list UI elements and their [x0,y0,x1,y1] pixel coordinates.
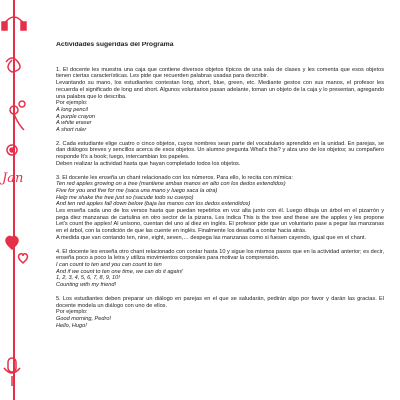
chant-line: 1, 2, 3, 4, 5, 6, 7, 8, 9, 10! [56,275,120,282]
activity-2 [56,141,384,168]
activity-3 [56,175,384,242]
flower-icon [7,145,17,155]
activity-text: Por ejemplo: [56,309,88,316]
activity-text: 4. El docente les enseña otro chant relacionado con contar hasta 10 y sigue los mismos pasos que en la actividad anterior; es decir, enseña poco a poco la letra y utiliza movimientos corporales para motivar la comprensión. [56,248,384,262]
example-line: A white eraser [56,120,92,127]
example-line: Good morning, Pedro! [56,315,112,322]
example-line: Hello, Hugo! [56,322,87,329]
border-art [0,0,48,400]
chant-line: I can count to ten and you can count to ten [56,261,162,268]
chant-line: And if we count to ten one time, we can do it again! [56,268,183,275]
hearts-icon [6,236,28,263]
document-page [56,42,384,400]
border-script-label: Jan [2,171,24,186]
activity-text: Levantando su mano, los estudiantes contestan long, short, blue, green, etc. Mediante gestos con sus manos, el profesor les recuerda el significado de long and short. Algunos voluntarios pasan adelante, toman un objeto de la caja y lo presentan, agregando una palabra que lo describa. [56,80,384,100]
activity-1 [56,67,384,134]
chant-line: And ten red apples fall down below (baja las manos con los dedos extendidos) [56,201,251,208]
headphones-icon [2,17,26,30]
chant-line: Ten red apples growing on a tree (mantiene ambas manos en alto con los dedos extendidos) [56,181,286,188]
example-line: A purple crayon [56,113,95,120]
chant-line: Five for you and five for me (saca una mano y luego saca la otra) [56,187,218,194]
blossom-icon [10,101,25,130]
swirl-icon [6,58,20,72]
activity-text: Deben realizar la actividad hasta que hayan completado todos los objetos. [56,160,241,167]
activity-text: 1. El docente les muestra una caja que contiene diversos objetos típicos de una sala de clases y les comenta que esos objetos tienen ciertas características. Les pide que recuerden palabras usadas para describir. [56,66,384,80]
activity-4 [56,249,384,289]
chant-line: Counting with my friend! [56,282,117,289]
microphone-icon [4,358,20,386]
activity-text: A medida que van contando ten, nine, eight, seven,… despega las manzanas como si fuesen cayendo, igual que en el chant. [56,234,367,241]
page-title: Actividades sugeridas del Programa [56,42,174,48]
activity-text: 3. El docente les enseña un chant relacionado con los números. Para ello, lo recita con mímica: [56,174,293,181]
example-line: A long pencil [56,106,88,113]
activity-text: 2. Cada estudiante elige cuatro o cinco objetos, cuyos nombres sean parte del vocabulario aprendido en la unidad. En parejas, se dan diálogos breves y sencillos acerca de esos objetos. Un alumno pregunta What's this? y alza uno de los objetos; su compañero responde It's a book; luego, intercambian los papeles. [56,140,384,161]
activity-text: Por ejemplo: [56,100,88,107]
activity-text: 5. Los estudiantes deben preparar un diálogo en parejas en el que se saludarán, pedirán algo por favor y darán las gracias. El docente modela un diálogo con uno de ellos. [56,295,384,309]
decorative-border [0,0,48,400]
activity-text: Les enseña cada uno de los versos hasta que puedan repetirlos en voz alta junto con él. Luego dibuja un árbol en el pizarrón y pega diez manzanas de cartulina en otro sector de la pizarra. Les indica This is the tree and these are the apples y les propone Let's count the apples! Al unísono, cuentan del uno al diez en inglés. El profesor pide que un voluntario pase a pegar las manzanas en el árbol, con la condición de que las cuente en inglés. Finalmente los desafía a contar hacia atrás. [56,208,384,235]
activity-5 [56,296,384,330]
chant-line: Help me shake the tree just so (sacude todo su cuerpo) [56,194,194,201]
example-line: A short ruler [56,127,87,134]
